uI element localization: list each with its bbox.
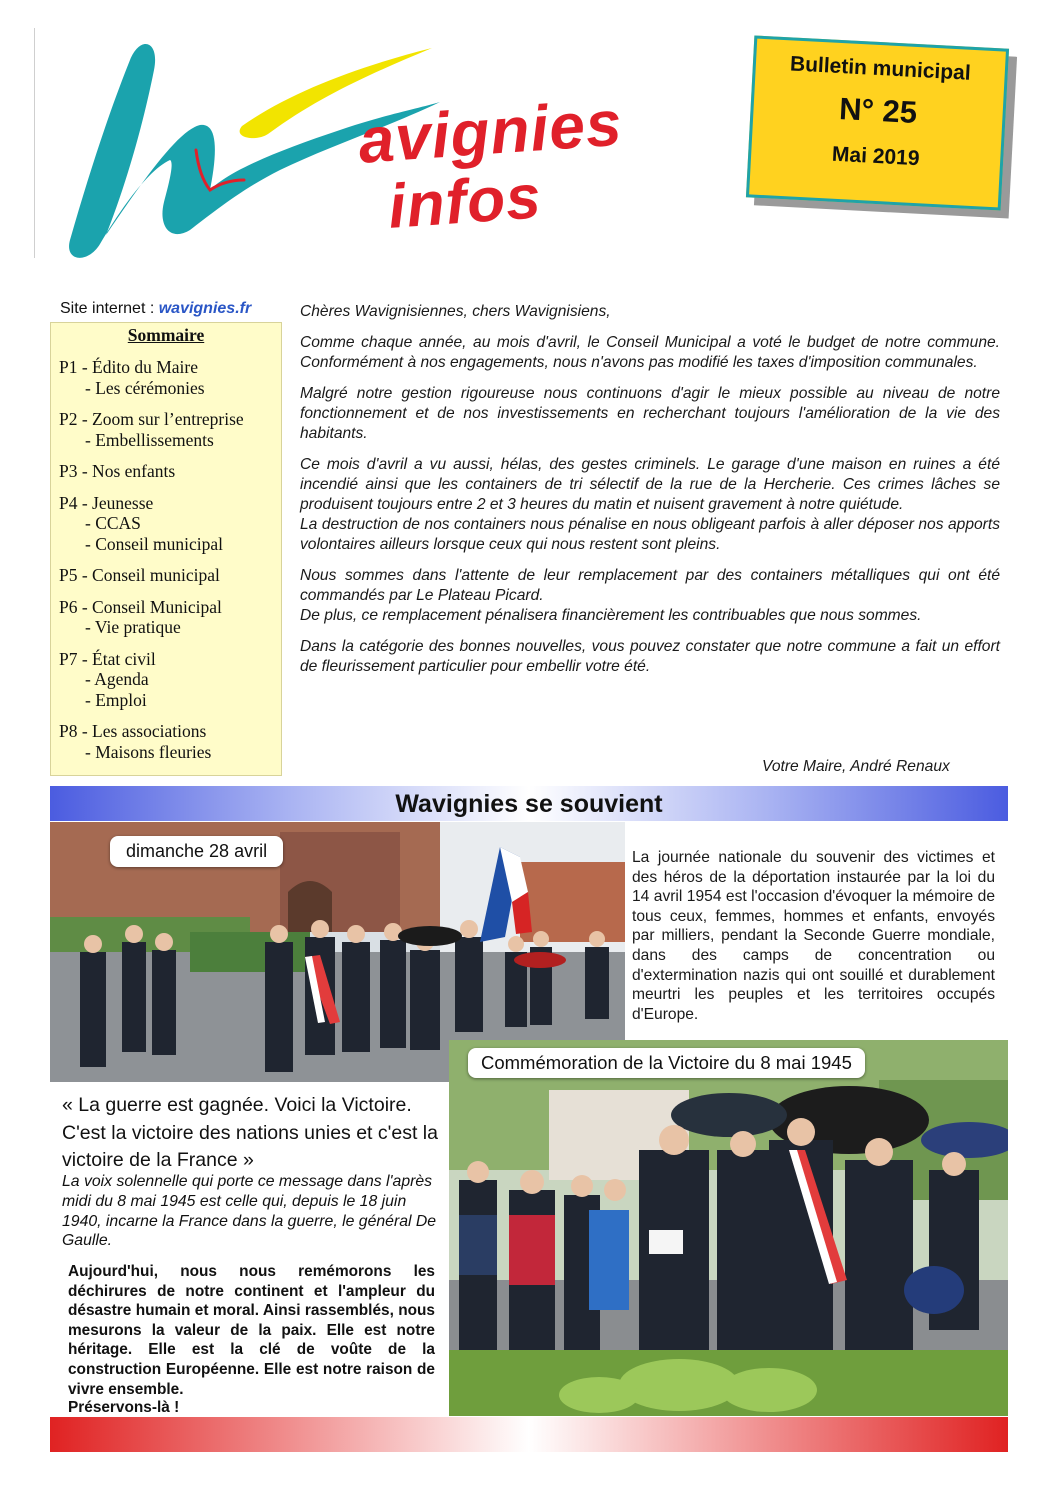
edito-salutation: Chères Wavignisiennes, chers Wavignisiens, bbox=[300, 303, 611, 320]
sommaire-page-entry: P4 - Jeunesse bbox=[59, 492, 154, 513]
sommaire-page-entry: P8 - Les associations bbox=[59, 721, 207, 741]
edito-text bbox=[300, 302, 1000, 688]
edito-paragraph: La destruction de nos containers nous pénalise en nous obligeant parfois à aller déposer nos apports volontaires ailleurs lorsque ceux qui nous restent sont pleins. bbox=[300, 516, 1000, 553]
caption-may: Commémoration de la Victoire du 8 mai 1945 bbox=[468, 1048, 865, 1078]
logo-word-avignies: avignies bbox=[356, 86, 625, 177]
edito-paragraph: Dans la catégorie des bonnes nouvelles, vous pouvez constater que notre commune a fait un effort de fleurissement particulier pour embellir votre été. bbox=[300, 638, 1000, 675]
conclusion-last-line: Préservons-là ! bbox=[68, 1399, 180, 1416]
badge-title: Bulletin municipal bbox=[789, 52, 972, 85]
edito-paragraph: Ce mois d'avril a vu aussi, hélas, des gestes criminels. Le garage d'une maison en ruines a été incendié ainsi que les containers de tri sélectif de la rue de la Hercherie. Ces crimes lâches se produisent toujours entre 2 et 3 heures du matin et nuisent gravement à notre quiétude. bbox=[300, 456, 1000, 513]
sommaire-sub-entry: - Conseil municipal bbox=[85, 533, 224, 554]
ceremony-may-image-icon bbox=[449, 1040, 1008, 1416]
sommaire-sub-entry: - Vie pratique bbox=[85, 617, 181, 637]
ceremony-photo-may bbox=[449, 1040, 1008, 1416]
edito-paragraph: De plus, ce remplacement pénalisera financièrement les contribuables que nous sommes. bbox=[300, 607, 922, 624]
site-line bbox=[60, 300, 251, 318]
badge-number: N° 25 bbox=[838, 91, 918, 131]
sommaire-group bbox=[59, 721, 281, 762]
edito-paragraph: Nous sommes dans l'attente de leur remplacement par des containers métalliques qui ont été commandés par Le Plateau Picard. bbox=[300, 567, 1000, 604]
sommaire-box bbox=[50, 322, 282, 776]
badge-date: Mai 2019 bbox=[831, 142, 921, 171]
sommaire-page-entry: P2 - Zoom sur l’entreprise bbox=[59, 409, 244, 429]
bottom-gradient-bar bbox=[50, 1417, 1008, 1452]
quote-source: La voix solennelle qui porte ce message dans l'après midi du 8 mai 1945 est celle qui, depuis le 18 juin 1940, incarne la France dans la guerre, le général De Gaulle. bbox=[62, 1173, 437, 1250]
sommaire-group bbox=[59, 565, 281, 586]
sommaire-group bbox=[59, 597, 281, 638]
site-url-link[interactable]: wavignies.fr bbox=[158, 300, 252, 317]
sommaire-group bbox=[59, 357, 281, 398]
sommaire-sub-entry: - Agenda bbox=[85, 669, 149, 689]
site-label: Site internet : bbox=[60, 300, 159, 317]
deportation-text: La journée nationale du souvenir des victimes et des héros de la déportation instaurée par la loi du 14 avril 1954 est l'occasion d'évoquer la mémoire de tous ceux, femmes, hommes et enfants, envoyés par milliers, pendant la Seconde Guerre mondiale, dans des camps de concentration ou d'extermination nazis qui ont souillé et durablement meurtri les peuples et les territoires occupés d'Europe. bbox=[632, 849, 995, 1023]
sommaire-page-entry: P5 - Conseil municipal bbox=[59, 565, 220, 585]
sommaire-sub-entry: - CCAS bbox=[85, 513, 141, 533]
sommaire-list bbox=[51, 357, 281, 762]
edito-paragraph: Comme chaque année, au mois d'avril, le Conseil Municipal a voté le budget de notre commune. Conformément à nos engagements, nous n'avons pas modifié les taxes d'imposition communales. bbox=[300, 334, 1000, 371]
logo-word-infos: infos bbox=[386, 162, 544, 242]
sommaire-sub-entry: - Emploi bbox=[85, 689, 147, 710]
edito-paragraph: Malgré notre gestion rigoureuse nous continuons d'agir le mieux possible au niveau de notre fonctionnement et de nos investissements en recherchant toujours l'amélioration de la vie des habitants. bbox=[300, 385, 1000, 442]
sommaire-sub-entry: - Embellissements bbox=[85, 429, 214, 450]
sommaire-sub-entry: - Les cérémonies bbox=[85, 377, 205, 398]
de-gaulle-quote: « La guerre est gagnée. Voici la Victoire. C'est la victoire des nations unies et c'est la victoire de la France » bbox=[62, 1094, 438, 1171]
sommaire-group bbox=[59, 409, 281, 450]
sommaire-page-entry: P6 - Conseil Municipal bbox=[59, 596, 222, 617]
section-banner: Wavignies se souvient bbox=[50, 786, 1008, 821]
bulletin-badge bbox=[746, 35, 1009, 210]
wavignies-infos-logo bbox=[30, 30, 630, 270]
sommaire-group bbox=[59, 493, 281, 555]
sommaire-page-entry: P7 - État civil bbox=[59, 648, 156, 669]
edito-signature: Votre Maire, André Renaux bbox=[762, 758, 950, 775]
sommaire-page-entry: P1 - Édito du Maire bbox=[59, 357, 199, 377]
sommaire-sub-entry: - Maisons fleuries bbox=[85, 741, 212, 762]
sommaire-title: Sommaire bbox=[127, 325, 205, 345]
sommaire-group bbox=[59, 649, 281, 711]
conclusion-text: Aujourd'hui, nous nous remémorons les déchirures de notre continent et l'ampleur du désastre humain et moral. Ainsi rassemblés, nous mesurons la valeur de la paix. Elle est notre héritage. Elle est la clé de voûte de la construction Européenne. Elle est notre raison de vivre ensemble. bbox=[68, 1263, 435, 1398]
sommaire-page-entry: P3 - Nos enfants bbox=[59, 461, 176, 481]
caption-april: dimanche 28 avril bbox=[110, 836, 283, 867]
sommaire-group bbox=[59, 461, 281, 482]
